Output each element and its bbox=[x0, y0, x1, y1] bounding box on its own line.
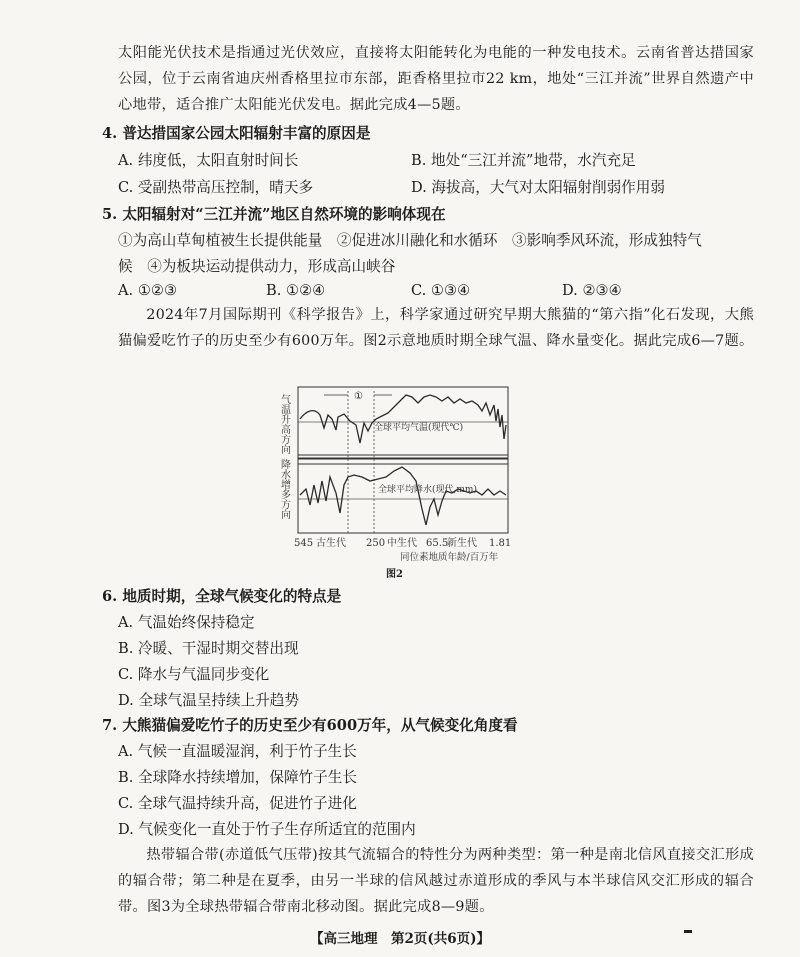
question-6-option-b: B. 冷暖、干湿时期交替出现 bbox=[118, 640, 299, 657]
x-tick-545: 545 bbox=[294, 538, 314, 549]
precipitation-axis-label: 降水增多方向 bbox=[278, 459, 290, 519]
precipitation-panel-frame bbox=[298, 459, 508, 533]
figure-caption: 图2 bbox=[386, 569, 403, 580]
x-tick-cenozoic: 新生代 bbox=[447, 538, 477, 549]
passage-panda-intro: 2024年7月国际期刊《科学报告》上，科学家通过研究早期大熊猫的“第六指”化石发现，大熊猫偏爱吃竹子的历史至少有600万年。图2示意地质时期全球气温、降水量变化。据此完成6—7题。 bbox=[118, 307, 754, 349]
question-7-option-b: B. 全球降水持续增加，保障竹子生长 bbox=[118, 769, 357, 786]
question-5-statements-line2: 候 ④为板块运动提供动力，形成高山峡谷 bbox=[118, 258, 396, 275]
x-tick-250: 250 bbox=[366, 538, 386, 549]
figure-2-climate-chart bbox=[266, 381, 534, 581]
precipitation-curve-label: 全球平均降水(现代,mm) bbox=[378, 485, 477, 495]
question-6-option-a: A. 气温始终保持稳定 bbox=[118, 614, 255, 631]
x-tick-65-5: 65.5 bbox=[426, 538, 449, 549]
question-6-stem: 6. 地质时期，全球气候变化的特点是 bbox=[102, 588, 342, 605]
scan-mark bbox=[684, 930, 692, 933]
question-5-option-d: D. ②③④ bbox=[562, 282, 622, 299]
page-footer: 【高三地理 第2页(共6页)】 bbox=[309, 931, 491, 947]
question-6-option-c: C. 降水与气温同步变化 bbox=[118, 666, 270, 683]
x-tick-paleozoic: 古生代 bbox=[316, 538, 346, 549]
question-7-option-c: C. 全球气温持续升高，促进竹子进化 bbox=[118, 795, 357, 812]
question-7-option-a: A. 气候一直温暖湿润，利于竹子生长 bbox=[118, 743, 357, 760]
question-4-option-d: D. 海拔高，大气对太阳辐射削弱作用弱 bbox=[411, 179, 665, 196]
passage-solar-intro: 太阳能光伏技术是指通过光伏效应，直接将太阳能转化为电能的一种发电技术。云南省普达措国家公园，位于云南省迪庆州香格里拉市东部，距香格里拉市22 km，地处“三江并流”世界自然遗产中心地带，适合推广太阳能光伏发电。据此完成4—5题。 bbox=[118, 45, 754, 113]
question-5-statements-line1: ①为高山草甸植被生长提供能量 ②促进冰川融化和水循环 ③影响季风环流，形成独特气 bbox=[118, 232, 702, 249]
passage-itcz-intro: 热带辐合带(赤道低气压带)按其气流辐合的特性分为两种类型：第一种是南北信风直接交汇形成的辐合带；第二种是在夏季，由另一半球的信风越过赤道形成的季风与本半球信风交汇形成的辐合带。图3为全球热带辐合带南北移动图。据此完成8—9题。 bbox=[118, 847, 754, 915]
question-6-option-d: D. 全球气温呈持续上升趋势 bbox=[118, 692, 299, 709]
temperature-axis-label: 气温升高方向 bbox=[278, 394, 290, 454]
question-4-option-c: C. 受副热带高压控制，晴天多 bbox=[118, 179, 314, 196]
temperature-curve-label: 全球平均气温(现代℃) bbox=[374, 423, 464, 433]
x-axis-label: 同位素地质年龄/百万年 bbox=[400, 552, 499, 563]
x-tick-mesozoic: 中生代 bbox=[387, 538, 417, 549]
question-4-stem: 4. 普达措国家公园太阳辐射丰富的原因是 bbox=[102, 125, 371, 142]
question-4-option-a: A. 纬度低，太阳直射时间长 bbox=[118, 152, 299, 169]
question-5-option-c: C. ①③④ bbox=[411, 282, 471, 299]
question-5-stem: 5. 太阳辐射对“三江并流”地区自然环境的影响体现在 bbox=[102, 206, 446, 223]
question-4-option-b: B. 地处“三江并流”地带，水汽充足 bbox=[411, 152, 636, 169]
question-7-stem: 7. 大熊猫偏爱吃竹子的历史至少有600万年，从气候变化角度看 bbox=[102, 717, 518, 734]
precipitation-curve bbox=[300, 467, 506, 525]
x-tick-1-81: 1.81 bbox=[489, 538, 512, 549]
question-5-option-a: A. ①②③ bbox=[118, 282, 178, 299]
marker-circle-1: ① bbox=[354, 391, 363, 402]
climate-chart-svg bbox=[266, 381, 534, 581]
question-5-option-b: B. ①②④ bbox=[266, 282, 326, 299]
temperature-curve bbox=[300, 395, 506, 443]
question-7-option-d: D. 气候变化一直处于竹子生存所适宜的范围内 bbox=[118, 821, 416, 838]
